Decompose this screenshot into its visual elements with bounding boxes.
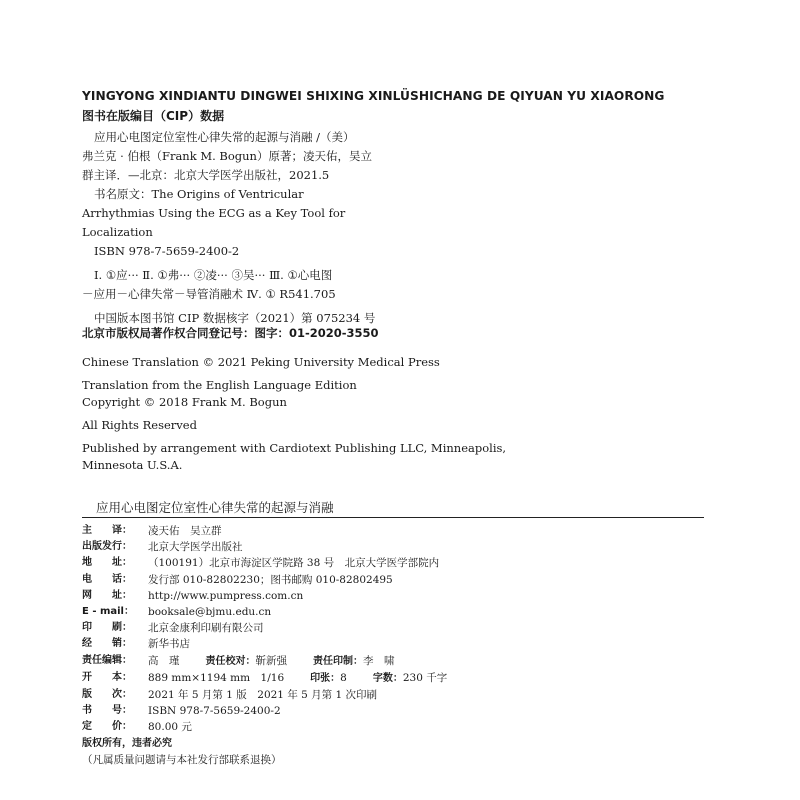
distributor: 新华书店 xyxy=(148,638,190,651)
cip-line: 应用心电图定位室性心律失常的起源与消融 /（美） xyxy=(94,130,355,144)
publication-notice: Published by arrangement with Cardiotext Publishing LLC, Minneapolis, xyxy=(82,441,507,455)
edition-notice: Translation from the English Language Edition xyxy=(82,378,357,392)
imprint-label: 主 译： xyxy=(82,525,132,536)
divider xyxy=(82,517,704,518)
imprint-row xyxy=(82,703,702,719)
imprint-row xyxy=(82,687,702,703)
cip-line: 群主译．—北京：北京大学医学出版社，2021.5 xyxy=(82,168,330,182)
cip-isbn: ISBN 978-7-5659-2400-2 xyxy=(94,244,240,258)
imprint-label: 印张： xyxy=(310,672,341,684)
edition-info: 2021 年 5 月第 1 版 2021 年 5 月第 1 次印刷 xyxy=(148,689,378,702)
imprint-row xyxy=(82,572,702,588)
imprint-row xyxy=(82,604,702,620)
imprint-label: 出版发行： xyxy=(82,541,132,553)
imprint-label: 定 价： xyxy=(82,721,132,733)
publisher: 北京大学医学出版社 xyxy=(148,541,243,554)
printed-sheets: 8 xyxy=(340,671,347,684)
address: （100191）北京市海淀区学院路 38 号 北京大学医学部院内 xyxy=(148,557,440,570)
publication-notice-cont: Minnesota U.S.A. xyxy=(82,458,183,472)
imprint-label: 责任印制： xyxy=(313,655,363,667)
book-format: 889 mm×1194 mm 1/16 xyxy=(148,671,285,684)
imprint-block xyxy=(82,523,702,768)
email-address: booksale@bjmu.edu.cn xyxy=(148,606,272,619)
english-copyright xyxy=(82,354,522,480)
rights-reserved: All Rights Reserved xyxy=(82,418,197,432)
imprint-label: 字数： xyxy=(372,672,403,684)
cip-record xyxy=(82,128,412,328)
translators: 凌天佑 吴立群 xyxy=(148,525,222,537)
print-supervisor: 李 啸 xyxy=(363,654,395,667)
printer: 北京金康利印刷有限公司 xyxy=(148,622,264,635)
imprint-label: 经 销： xyxy=(82,638,132,650)
imprint-label: 电 话： xyxy=(82,573,132,585)
imprint-label: 网 址： xyxy=(82,589,132,601)
imprint-row xyxy=(82,719,702,735)
imprint-row xyxy=(82,653,702,670)
copyright-registration: 北京市版权局著作权合同登记号：图字：01-2020-3550 xyxy=(82,326,379,340)
translation-notice: Chinese Translation © 2021 Peking University Medical Press xyxy=(82,355,440,369)
imprint-row xyxy=(82,539,702,555)
imprint-label: 开 本： xyxy=(82,671,132,683)
rights-notice: 版权所有，违者必究 xyxy=(82,737,172,749)
imprint-label: 版 次： xyxy=(82,689,132,701)
cip-line: Ⅰ. ①应··· Ⅱ. ①弗··· ②凌··· ③吴··· Ⅲ. ①心电图 xyxy=(94,268,333,282)
price: 80.00 元 xyxy=(148,721,192,734)
imprint-label: 责任编辑： xyxy=(82,654,132,666)
cip-heading: 图书在版编目（CIP）数据 xyxy=(82,109,225,123)
cip-line: Arrhythmias Using the ECG as a Key Tool for xyxy=(82,206,346,220)
imprint-row xyxy=(82,523,702,539)
imprint-label: E - mail： xyxy=(82,606,134,618)
imprint-row xyxy=(82,636,702,652)
editor: 高 瑾 xyxy=(148,654,180,667)
word-count: 230 千字 xyxy=(402,671,448,684)
imprint-label: 责任校对： xyxy=(205,655,256,667)
phone: 发行部 010-82802230；图书邮购 010-82802495 xyxy=(148,573,393,586)
imprint-row xyxy=(82,620,702,636)
cip-line: 书名原文：The Origins of Ventricular xyxy=(94,187,304,201)
cip-line: －应用－心律失常－导管消融术 Ⅳ. ① R541.705 xyxy=(82,287,336,301)
imprint-label: 地 址： xyxy=(82,557,132,569)
cip-line: Localization xyxy=(82,225,153,239)
imprint-row xyxy=(82,555,702,571)
imprint-row xyxy=(82,670,702,687)
isbn: ISBN 978-7-5659-2400-2 xyxy=(148,705,281,718)
cip-line: 弗兰克 · 伯根（Frank M. Bogun）原著；凌天佑，吴立 xyxy=(82,149,372,163)
original-copyright: Copyright © 2018 Frank M. Bogun xyxy=(82,395,287,409)
proofreader: 靳新强 xyxy=(255,654,287,667)
pinyin-title: YINGYONG XINDIANTU DINGWEI SHIXING XINLÜSHICHANG DE QIYUAN YU XIAORONG xyxy=(82,89,665,103)
imprint-label: 书 号： xyxy=(82,705,132,717)
book-title: 应用心电图定位室性心律失常的起源与消融 xyxy=(96,500,334,515)
return-notice: （凡属质量问题请与本社发行部联系退换） xyxy=(82,753,282,766)
imprint-label: 印 刷： xyxy=(82,622,132,634)
imprint-row xyxy=(82,588,702,604)
cip-number: 中国版本图书馆 CIP 数据核字（2021）第 075234 号 xyxy=(94,311,376,325)
website-link: http://www.pumpress.com.cn xyxy=(148,589,304,602)
